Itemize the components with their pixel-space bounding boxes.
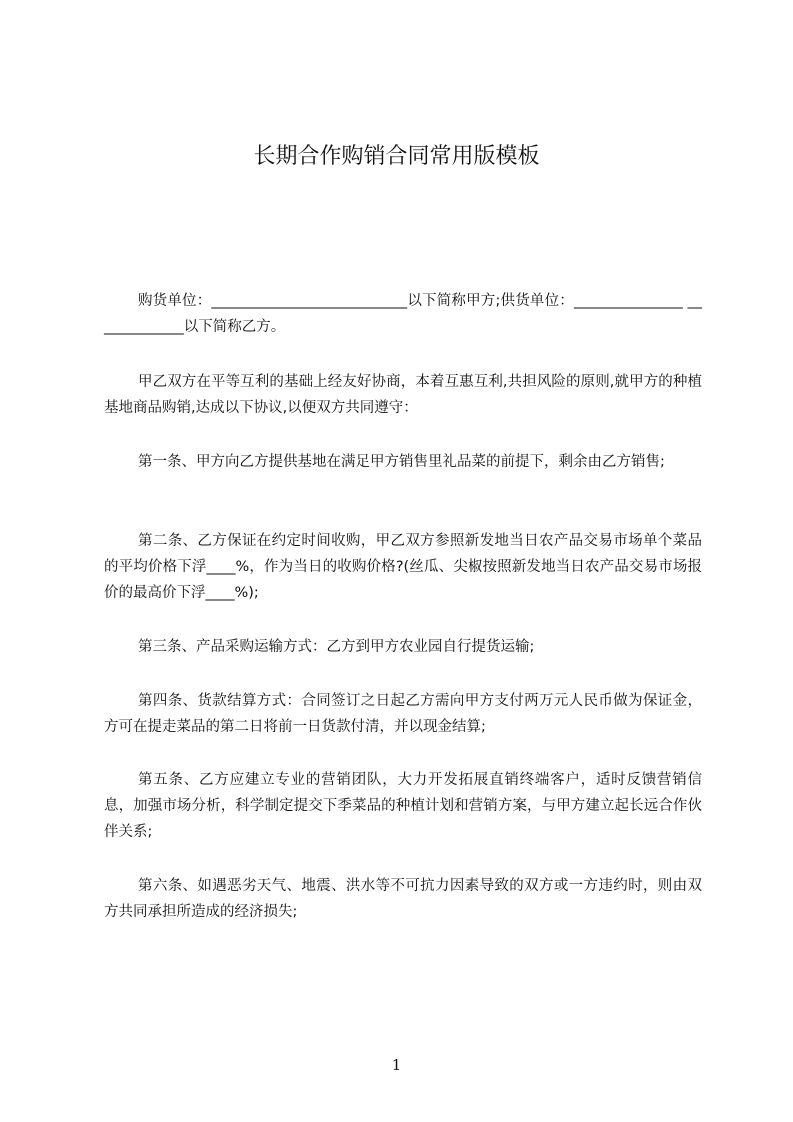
paragraph-article-6: 第六条、如遇恶劣天气、地震、洪水等不可抗力因素导致的双方或一方违约时，则由双方共同承担所造成的经济损失; [104, 878, 702, 920]
document-title: 长期合作购销合同常用版模板 [253, 144, 540, 169]
paragraph-article-2: 第二条、乙方保证在约定时间收购，甲乙双方参照新发地当日农产品交易市场单个菜品的平均价格下浮____%，作为当日的收购价格?(丝瓜、尖椒按照新发地当日农产品交易市场报价的最高价下浮____%); [104, 533, 702, 601]
paragraph-preamble: 甲乙双方在平等互利的基础上经友好协商，本着互惠互利,共担风险的原则,就甲方的种植基地商品购销,达成以下协议,以便双方共同遵守： [104, 374, 702, 416]
paragraph-article-1: 第一条、甲方向乙方提供基地在满足甲方销售里礼品菜的前提下，剩余由乙方销售; [138, 454, 665, 470]
paragraph-article-3: 第三条、产品采购运输方式：乙方到甲方农业园自行提货运输; [138, 639, 535, 655]
paragraph-article-5: 第五条、乙方应建立专业的营销团队，大力开发拓展直销终端客户，适时反馈营销信息，加强市场分析，科学制定提交下季菜品的种植计划和营销方案，与甲方建立起长远合作伙伴关系; [104, 772, 702, 840]
paragraph-parties: 购货单位：___________________________以下简称甲方;供货单位：_______________ _____________以下简称乙方。 [104, 293, 702, 335]
paragraph-article-4: 第四条、货款结算方式：合同签订之日起乙方需向甲方支付两万元人民币做为保证金，方可在提走菜品的第二日将前一日货款付清，并以现金结算; [104, 693, 702, 735]
page-number: 1 [391, 1056, 402, 1074]
